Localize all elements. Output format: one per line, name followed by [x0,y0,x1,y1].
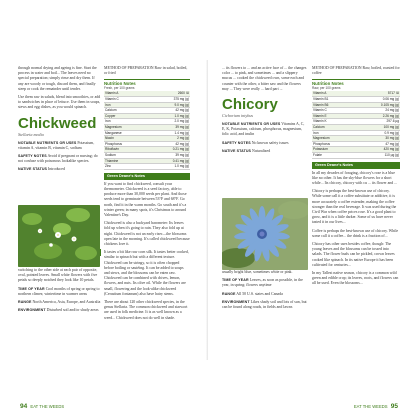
nutrient-value: 375 mg (g) [173,97,189,101]
nutrient-value: 39 mg (g) [175,152,189,157]
right-folio [354,403,400,410]
time-text: Leaves, as soon as possible, in the year, in spring; flowers anytime [222,278,303,288]
nutrient-name: Potassium [313,147,328,152]
nutrient-name: Phosphorus [105,141,123,146]
nutrition-box [312,79,400,158]
left-folio-text: EAT THE WEEDS [30,404,65,409]
notable-label: NOTABLE NUTRIENTS OR USES [18,140,77,145]
nutrition-title: Nutrition Notes [312,81,344,87]
nutrient-value: 24 mg (g) [385,108,399,113]
nutrient-value: 297.6 µg [386,119,399,124]
left-page-number: 94 [20,403,28,410]
notable-label: NOTABLE NUTRIENTS OR USES [222,122,281,127]
nutrient-value: 420 mg (g) [383,147,399,152]
nutrient-value: 0.105 mg (g) [380,102,399,107]
nutrient-name: Vitamin B1 [313,97,329,101]
nutrient-name: Iron [313,130,319,135]
nutrient-name: Iron [105,119,111,124]
nutrient-value: 9.0 mg (g) [174,102,189,107]
notes-paragraph-3: Coffee is perhaps the best-known use of chicory. While some call it a coffee... the drink is a fraction of... [312,228,399,238]
notes-paragraph-1: In all my decades of foraging, chicory's rose is a blue like no other. It has the sky-blue flowers for a short while... Its chicory, chicory with cu ... its flower and ... [312,170,398,185]
safety-text: Avoid if pregnant or nursing; do not confuse with poisonous lookalike species. [18,154,98,164]
nutrient-value: 100 mg (g) [383,124,399,129]
scientific-name: Cichorium intybus [222,113,254,119]
nutrition-title: Nutrition Notes [104,81,136,87]
nutrient-name: Copper [105,113,116,118]
nutrient-value: 5717 IU [387,91,399,96]
native-value: Naturalized [252,148,271,153]
notes-paragraph-5: In my Tallest native season, chicory is a common wild green and edible crop; its leaves, roots, and flowers can all be used. Even the blossoms... [312,270,399,286]
right-page [208,0,416,416]
notes-paragraph-3: It tastes a bit like raw corn silk. It tastes better cooked, similar to spinach but with a different texture. Chickweed can be stringy, so it is often chopped before boiling or sautéing. It can be added to soups and stews, and the blossoms can be eaten raw. Chickweed can be combined with chives, lemon, flowers, and nuts. Its olive oil. While the flowers are small, flowering and the look-alike chickweed (Cerastium fontanum) also have hairy stems. [104,250,189,296]
notes-paragraph-1: If you want to find chickweed, consult your thermometer. Chickweed is a seed factory, able to produce more than 30,000 seeds per plant. And those seeds tend to germinate between 53°F and 68°F. Go north, find it in the warm months. Go south and it's a winter green; in many spots, it's Christmas to around Valentine's Day. [104,181,187,217]
nutrient-value: 1.4 mg (g) [174,130,189,135]
environment [18,308,101,313]
identification-text: switching to the other side at each pair of opposite, oval, pointed leaves. Small white flowers with five petals so deeply notched they look like 10 petals. [18,268,98,283]
identification-text: usually bright blue, sometimes white or pink. [222,270,293,275]
nutrient-name: Sodium [105,152,116,157]
time-label: TIME OF YEAR [18,286,45,291]
environment-text: Disturbed soil and/or shady areas [46,308,99,313]
safety-label: SAFETY NOTES [18,154,47,159]
nutrient-name: Magnesium [313,136,330,141]
nutrient-name: Calcium [313,124,325,129]
nutrient-value: 2600 IU [177,91,189,96]
nutrition-row [104,164,190,170]
nutrient-name: Phosphorus [313,141,331,146]
nutrient-name: Vitamin K [313,119,327,124]
safety-notes [222,141,308,146]
nutrient-name: Vitamin E [313,113,327,118]
chicory-photo-image [222,198,308,270]
nutrient-value: 1.0 mg (g) [174,164,189,169]
nutrition-box [104,79,190,169]
nutrient-name: Riboflavin [105,147,119,152]
notable-text: Vitamins A, C, E, K, Potassium, calcium, phosphorus, magnesium, folic acid, and inulin [222,122,305,137]
notes-bar: Green Deane's Notes [312,162,400,169]
nutrient-value: 42 mg (g) [175,108,189,113]
native-status [18,167,101,172]
time-of-year [18,287,101,297]
nutrient-value: 0.9 mg (g) [384,130,399,135]
nutrient-value: 30 mg (g) [385,136,399,141]
notable-nutrients [18,141,101,151]
left-page-right-column [104,66,190,402]
nutrient-value: 0.21 mg (g) [172,147,189,152]
nutrient-name: Zinc [105,164,112,169]
intro-text: ... its flowers to ... and an active face of ... the changes color ... to pink, and sometimes ... and a slippery mucus ... cooked the chickweed own, some each and counter with the other, a bitter saw and the flowers may ... They were really ... hard part ... [222,66,307,91]
nutrient-name: Magnesium [105,124,122,129]
nutrition-subtitle: Raw, per 100 grams [312,86,341,91]
scientific-name: Stellaria media [18,131,44,137]
safety-text: No known safety issues [251,140,289,145]
right-page-right-column [312,66,400,402]
plant-title: Chickweed [18,114,97,132]
nutrition-table [312,91,400,158]
nutrient-value: 1.0 mg (g) [174,113,189,118]
nutrient-value: 0.41 mg (g) [172,158,189,163]
method-of-preparation: METHOD OF PREPARATION Raw in salad, boiled, or fried [104,66,188,76]
range-text: North America, Asia, Europe, and Australia [32,300,101,305]
nutrient-value: 2 mg (g) [177,136,189,141]
nutrient-name: Vitamin A [105,91,119,96]
native-label: NATIVE STATUS [18,167,48,172]
nutrient-value: 39 mg (g) [175,124,189,129]
left-folio [18,403,64,410]
nutrient-value: 0.06 mg (g) [382,97,399,101]
right-page-number: 95 [390,403,398,410]
notable-nutrients [222,122,308,138]
nutrient-value: 47 mg (g) [385,141,399,146]
environment-label: ENVIRONMENT [222,299,250,304]
range [222,292,308,297]
nutrient-value: 110 µg (g) [384,152,399,157]
nutrient-value: 2.0 mg (g) [174,119,189,124]
nutrient-name: Vitamin C [313,108,327,113]
chicory-photo [222,198,308,270]
plant-title: Chicory [222,96,278,114]
environment [222,300,308,310]
intro-text-2: Use them raw in salads, blend into smoothies, or add to sandwiches in place of lettuce. Use them in soups, stews and egg dishes, as you would spinach. [18,95,101,110]
nutrient-name: Calcium [105,108,117,113]
time-label: TIME OF YEAR [222,278,249,283]
method-of-preparation: METHOD OF PREPARATION Raw, boiled, roasted for coffee [312,66,400,76]
nutrient-name: Vitamin B6 [313,102,329,107]
nutrient-value: 42 mg (g) [175,141,189,146]
nutrient-name: Niacin [105,136,114,141]
chickweed-photo-image [18,205,100,267]
time-text: Cool months of spring or spring to northern climes; wintertime in warmer areas [18,286,100,296]
notes-paragraph-4: There are about 120 other chickweed species, in the genus Stellaria. The common chickweed and starwort are used in folk medicine. It is as well known as a weed... Chickweed does not do well in shade. [104,299,188,320]
right-folio-text: EAT THE WEEDS [353,404,388,409]
time-of-year [222,278,308,288]
nutrient-name: Vitamin A [313,91,327,96]
native-status [222,149,308,154]
range [18,300,101,305]
notes-paragraph-4: Chicory has other uses besides coffee, though: The young leaves and the blossoms can be tossed into salads. The flower buds can be pickled, crown leaves cooked like spinach. In its native Europe it has been cultivated for centuries... [312,241,395,267]
native-value: Introduced [48,167,65,172]
safety-label: SAFETY NOTES [222,140,251,145]
nutrient-name: Vitamin C [105,97,119,101]
safety-notes [18,154,101,164]
intro-text: through normal drying and ageing is fine. Start the process in water and boil... The leaves need no special preparation; simply rinse and dry them. If any are woody or tough, discard them, and finally steep or cook the remainder until tender. [18,66,97,91]
notes-paragraph-2: Chickweed is also a backyard barometer: Its leaves fold up when it's going to rain. They also fold up at night. Chickweed is not an early riser—the blossoms open late in the morning. It's called chickweed because chickens love it. [104,221,190,246]
range-label: RANGE [222,291,236,296]
range-label: RANGE [18,300,32,305]
nutrient-name: Thiamine [105,158,119,163]
nutrition-subtitle: Fresh, per 100 grams [104,86,135,91]
nutrient-name: Iron [105,102,111,107]
nutrient-name: Manganese [105,130,122,135]
notes-bar: Green Deane's Notes [104,173,190,180]
chickweed-photo [18,205,100,267]
notable-text: Potassium, vitamin A, vitamin B, vitamin C, sodium [18,140,95,150]
nutrient-value: 2.26 mg (g) [382,113,399,118]
environment-label: ENVIRONMENT [18,308,46,313]
notes-paragraph-2: Chicory is perhaps the best-known use of chicory. While some call it a coffee substitute or additive, it is more accurately a coffee extender, making the coffee stronger than the real beverage. It was used during the Civil War when coffee prices rose. It's a good plant to grow, and it is a little darker. Some of us have never tasted it in our lives... [312,189,397,225]
range-text: All 50 U.S. states and Canada [236,291,283,296]
nutrition-table [104,91,190,169]
nutrition-row [312,153,400,159]
nutrient-name: Folate [313,152,322,157]
native-label: NATIVE STATUS [222,148,252,153]
environment-text: Likes shady soil and lots of sun, but can be found along roads, in fields and lawns [222,299,307,310]
